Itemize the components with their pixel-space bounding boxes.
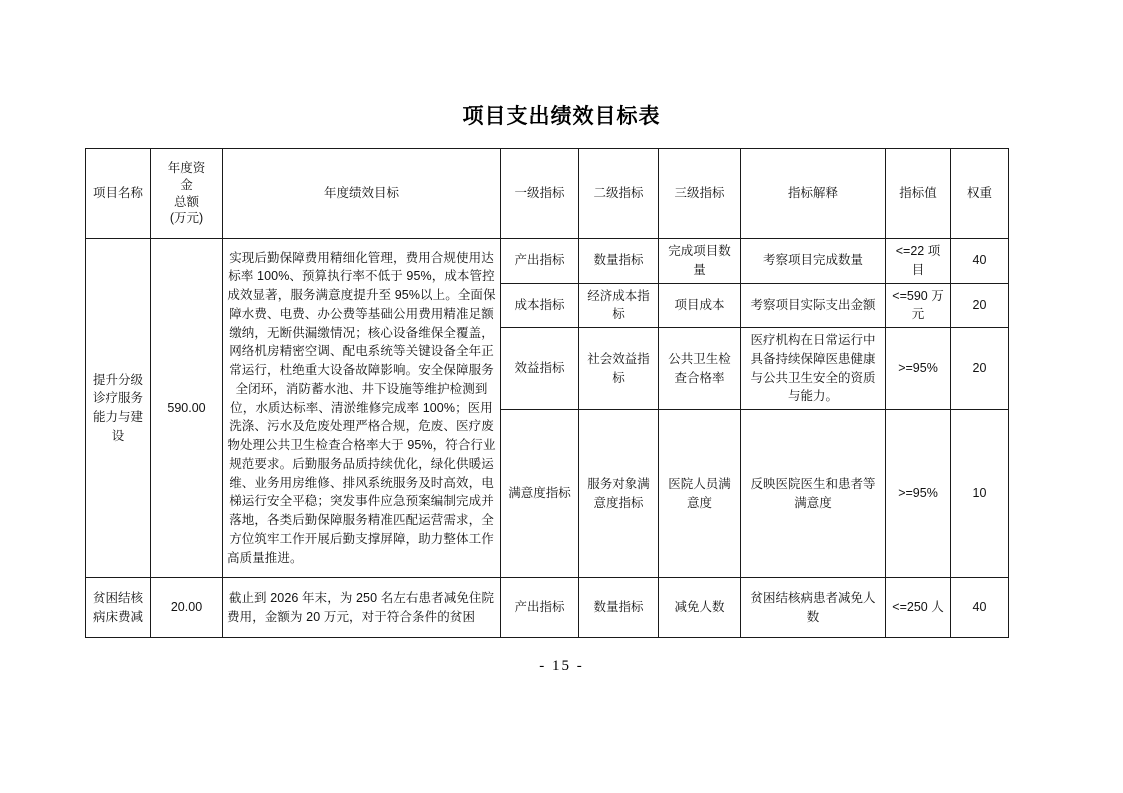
level1-cell: 成本指标 bbox=[501, 283, 579, 328]
table-row bbox=[86, 578, 1009, 638]
header-fund-line-2: 金 bbox=[180, 177, 193, 192]
level1-cell: 效益指标 bbox=[501, 328, 579, 410]
header-level1-indicator: 一级指标 bbox=[501, 149, 579, 239]
weight-cell: 10 bbox=[951, 410, 1009, 578]
level2-cell: 经济成本指标 bbox=[579, 283, 659, 328]
weight-cell: 20 bbox=[951, 283, 1009, 328]
weight-cell: 40 bbox=[951, 239, 1009, 284]
level3-cell: 项目成本 bbox=[659, 283, 741, 328]
level2-cell: 服务对象满意度指标 bbox=[579, 410, 659, 578]
level3-cell: 减免人数 bbox=[659, 578, 741, 638]
table-header-row bbox=[86, 149, 1009, 239]
project-amount-cell: 20.00 bbox=[151, 578, 223, 638]
indicator-value-cell: >=95% bbox=[886, 410, 951, 578]
header-fund-line-3: 总额 bbox=[173, 194, 199, 209]
indicator-value-cell: <=250 人 bbox=[886, 578, 951, 638]
page-title: 项目支出绩效目标表 bbox=[462, 105, 661, 128]
level2-cell: 社会效益指标 bbox=[579, 328, 659, 410]
header-weight: 权重 bbox=[951, 149, 1009, 239]
level1-cell: 产出指标 bbox=[501, 578, 579, 638]
header-annual-fund-total bbox=[151, 149, 223, 239]
performance-goal-table bbox=[85, 148, 1009, 638]
explanation-cell: 反映医院医生和患者等满意度 bbox=[741, 410, 886, 578]
project-annual-goal-cell: 实现后勤保障费用精细化管理，费用合规使用达标率 100%、预算执行率不低于 95%，成本管控成效显著，服务满意度提升至 95%以上。全面保障水费、电费、办公费等基础公用费用精准足额缴纳，无断供漏缴情况；核心设备维保全覆盖，网络机房精密空调、配电系统等关键设备全年正常运行，杜绝重大设备故障影响。安全保障服务全闭环，消防蓄水池、井下设施等维护检测到位，水质达标率、清淤维修完成率 100%；医用洗涤、污水及危废处理严格合规，危废、医疗废物处理公共卫生检查合格率大于 95%，符合行业规范要求。后勤服务品质持续优化，绿化供暖运维、业务用房维修、排风系统服务及时高效，电梯运行安全平稳；突发事件应急预案编制完成并落地，各类后勤保障服务精准匹配运营需求，全方位筑牢工作开展后勤支撑屏障，助力整体工作高质量推进。 bbox=[223, 239, 501, 578]
header-indicator-explanation: 指标解释 bbox=[741, 149, 886, 239]
indicator-value-cell: <=22 项目 bbox=[886, 239, 951, 284]
level1-cell: 产出指标 bbox=[501, 239, 579, 284]
level2-cell: 数量指标 bbox=[579, 239, 659, 284]
indicator-value-cell: >=95% bbox=[886, 328, 951, 410]
project-annual-goal-cell: 截止到 2026 年末，为 250 名左右患者减免住院费用，金额为 20 万元，对于符合条件的贫困 bbox=[223, 578, 501, 638]
level3-cell: 医院人员满意度 bbox=[659, 410, 741, 578]
explanation-cell: 医疗机构在日常运行中具备持续保障医患健康与公共卫生安全的资质与能力。 bbox=[741, 328, 886, 410]
project-name-cell: 提升分级诊疗服务能力与建设 bbox=[86, 239, 151, 578]
header-level3-indicator: 三级指标 bbox=[659, 149, 741, 239]
header-fund-line-4: (万元) bbox=[169, 211, 204, 226]
project-name-cell: 贫困结核病床费减 bbox=[86, 578, 151, 638]
level3-cell: 公共卫生检查合格率 bbox=[659, 328, 741, 410]
explanation-cell: 考察项目实际支出金额 bbox=[741, 283, 886, 328]
weight-cell: 20 bbox=[951, 328, 1009, 410]
page-number-footer: - 15 - bbox=[539, 658, 584, 674]
level3-cell: 完成项目数量 bbox=[659, 239, 741, 284]
explanation-cell: 考察项目完成数量 bbox=[741, 239, 886, 284]
header-fund-line-1: 年度资 bbox=[167, 160, 206, 175]
level1-cell: 满意度指标 bbox=[501, 410, 579, 578]
project-amount-cell: 590.00 bbox=[151, 239, 223, 578]
header-project-name: 项目名称 bbox=[86, 149, 151, 239]
header-annual-goal: 年度绩效目标 bbox=[223, 149, 501, 239]
table-row bbox=[86, 239, 1009, 284]
header-level2-indicator: 二级指标 bbox=[579, 149, 659, 239]
indicator-value-cell: <=590 万元 bbox=[886, 283, 951, 328]
weight-cell: 40 bbox=[951, 578, 1009, 638]
header-indicator-value: 指标值 bbox=[886, 149, 951, 239]
level2-cell: 数量指标 bbox=[579, 578, 659, 638]
explanation-cell: 贫困结核病患者减免人数 bbox=[741, 578, 886, 638]
